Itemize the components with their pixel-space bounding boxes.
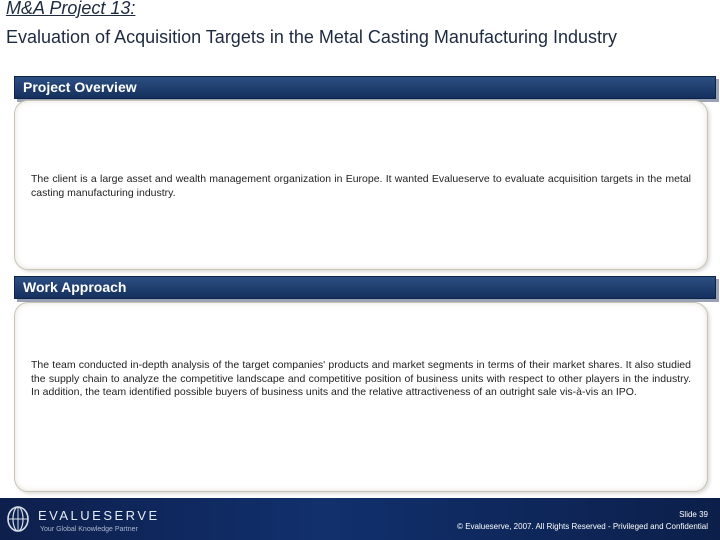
footer-bar <box>0 498 720 540</box>
copyright-notice: © Evalueserve, 2007. All Rights Reserved - Privileged and Confidential <box>457 522 708 531</box>
work-approach-panel <box>14 302 708 492</box>
project-label: M&A Project 13: <box>6 0 136 18</box>
logo-name: EVALUESERVE <box>38 508 160 523</box>
page-title: Evaluation of Acquisition Targets in the Metal Casting Manufacturing Industry <box>6 27 618 47</box>
work-approach-heading: Work Approach <box>23 279 127 295</box>
evalueserve-logo-icon <box>4 504 32 534</box>
work-approach-header <box>14 276 716 299</box>
logo-tagline: Your Global Knowledge Partner <box>40 526 138 533</box>
project-overview-panel <box>14 100 708 270</box>
title-area <box>0 0 720 70</box>
project-overview-header <box>14 76 716 99</box>
project-overview-heading: Project Overview <box>23 79 137 95</box>
work-approach-text: The team conducted in-depth analysis of the target companies' products and market segments in terms of their market shares. It also studied the supply chain to analyze the competitive landscape and competitive position of business units with respect to other players in the industry. In addition, the team identified possible buyers of business units and the relative attractiveness of an outright sale vis-à-vis an IPO. <box>31 359 691 399</box>
project-overview-text: The client is a large asset and wealth management organization in Europe. It wanted Evalueserve to evaluate acquisition targets in the metal casting manufacturing industry. <box>31 173 691 199</box>
slide-number: Slide 39 <box>679 510 708 519</box>
